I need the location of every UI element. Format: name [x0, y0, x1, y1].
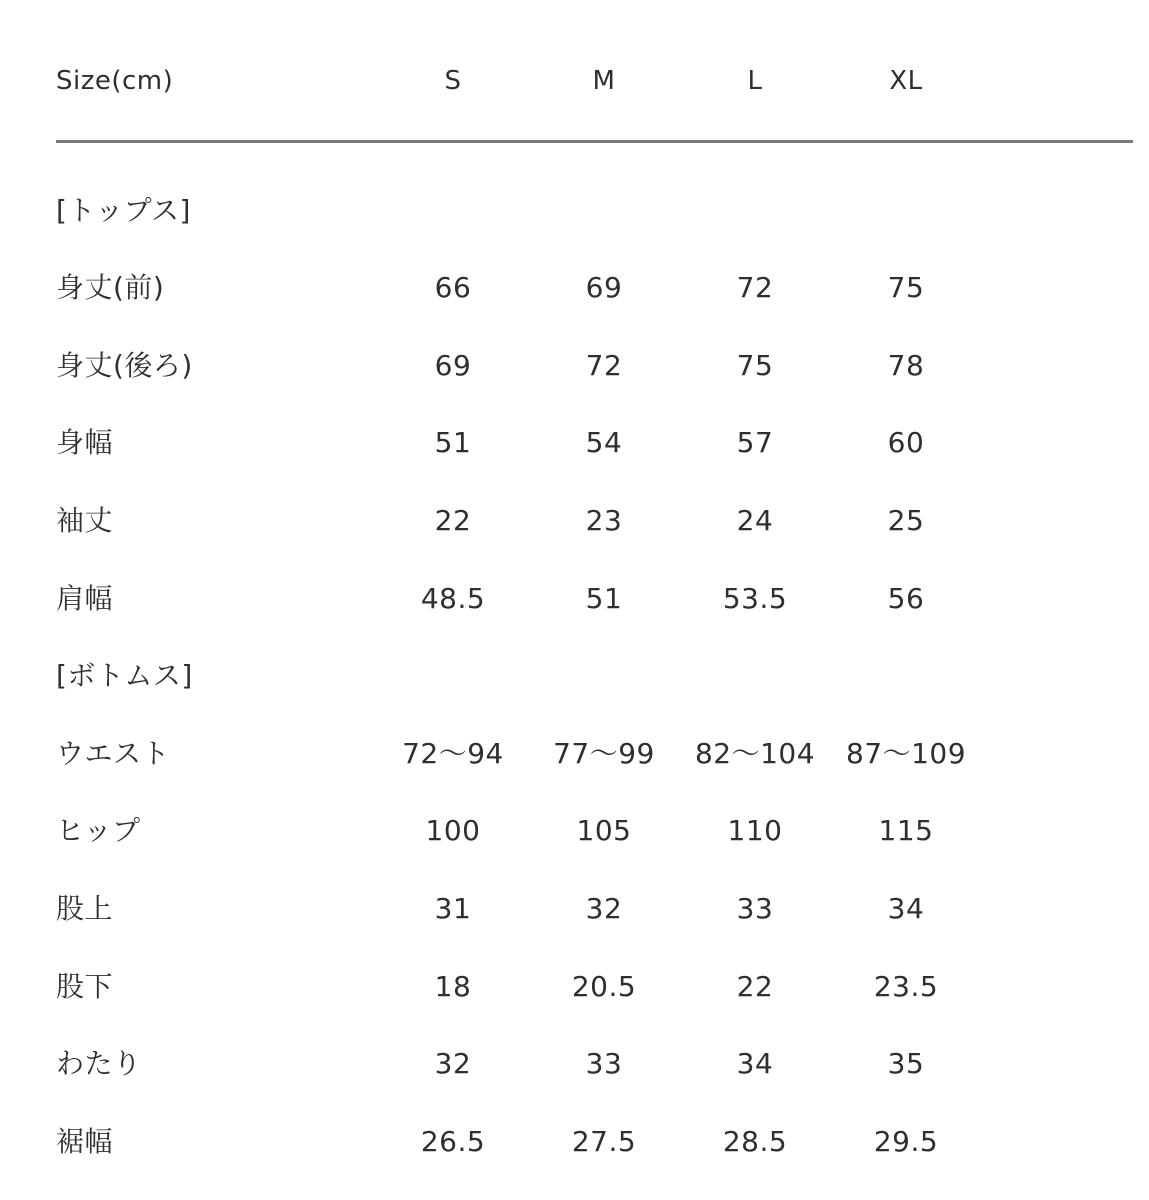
value-cell: 31 [434, 892, 472, 925]
value-cell: 23.5 [873, 970, 939, 1003]
row-label: 身丈(前) [56, 271, 165, 304]
value-cell: 28.5 [722, 1125, 788, 1158]
value-cell: 105 [576, 814, 632, 847]
row-label: ヒップ [56, 814, 141, 847]
section-label-tops: [トップス] [56, 194, 191, 227]
value-cell: 35 [887, 1047, 925, 1080]
value-cell: 75 [887, 271, 925, 304]
value-cell: 27.5 [571, 1125, 637, 1158]
value-cell: 24 [736, 504, 774, 537]
row-label: ウエスト [56, 737, 171, 770]
value-cell: 32 [434, 1047, 472, 1080]
value-cell: 26.5 [420, 1125, 486, 1158]
size-header-s: S [444, 66, 462, 96]
value-cell: 72 [585, 349, 623, 382]
value-cell: 69 [434, 349, 472, 382]
row-label: わたり [56, 1047, 142, 1080]
value-cell: 23 [585, 504, 623, 537]
value-cell: 18 [434, 970, 472, 1003]
value-cell: 33 [585, 1047, 623, 1080]
row-label: 肩幅 [56, 582, 114, 615]
value-cell: 22 [736, 970, 774, 1003]
value-cell: 48.5 [420, 582, 486, 615]
size-header-m: M [592, 66, 616, 96]
size-header-xl: XL [889, 66, 923, 96]
section-label-bottoms: [ボトムス] [56, 659, 193, 692]
value-cell: 66 [434, 271, 472, 304]
value-cell: 72 [736, 271, 774, 304]
size-header-l: L [747, 66, 763, 96]
value-cell: 69 [585, 271, 623, 304]
value-cell: 72〜94 [402, 737, 504, 770]
row-label: 股下 [56, 970, 114, 1003]
value-cell: 29.5 [873, 1125, 939, 1158]
value-cell: 54 [585, 426, 623, 459]
value-cell: 82〜104 [694, 737, 816, 770]
value-cell: 32 [585, 892, 623, 925]
value-cell: 78 [887, 349, 925, 382]
value-cell: 22 [434, 504, 472, 537]
value-cell: 87〜109 [845, 737, 967, 770]
value-cell: 51 [585, 582, 623, 615]
value-cell: 25 [887, 504, 925, 537]
value-cell: 56 [887, 582, 925, 615]
value-cell: 53.5 [722, 582, 788, 615]
header-divider [56, 140, 1133, 143]
value-cell: 100 [425, 814, 481, 847]
row-label: 股上 [56, 892, 114, 925]
value-cell: 57 [736, 426, 774, 459]
value-cell: 33 [736, 892, 774, 925]
row-label: 身幅 [56, 426, 114, 459]
row-label: 袖丈 [56, 504, 114, 537]
value-cell: 20.5 [571, 970, 637, 1003]
value-cell: 75 [736, 349, 774, 382]
row-label: 身丈(後ろ) [56, 349, 193, 382]
value-cell: 51 [434, 426, 472, 459]
header-title: Size(cm) [56, 66, 174, 96]
value-cell: 60 [887, 426, 925, 459]
value-cell: 34 [887, 892, 925, 925]
row-label: 裾幅 [56, 1125, 114, 1158]
value-cell: 115 [878, 814, 934, 847]
value-cell: 34 [736, 1047, 774, 1080]
value-cell: 77〜99 [553, 737, 655, 770]
value-cell: 110 [727, 814, 783, 847]
